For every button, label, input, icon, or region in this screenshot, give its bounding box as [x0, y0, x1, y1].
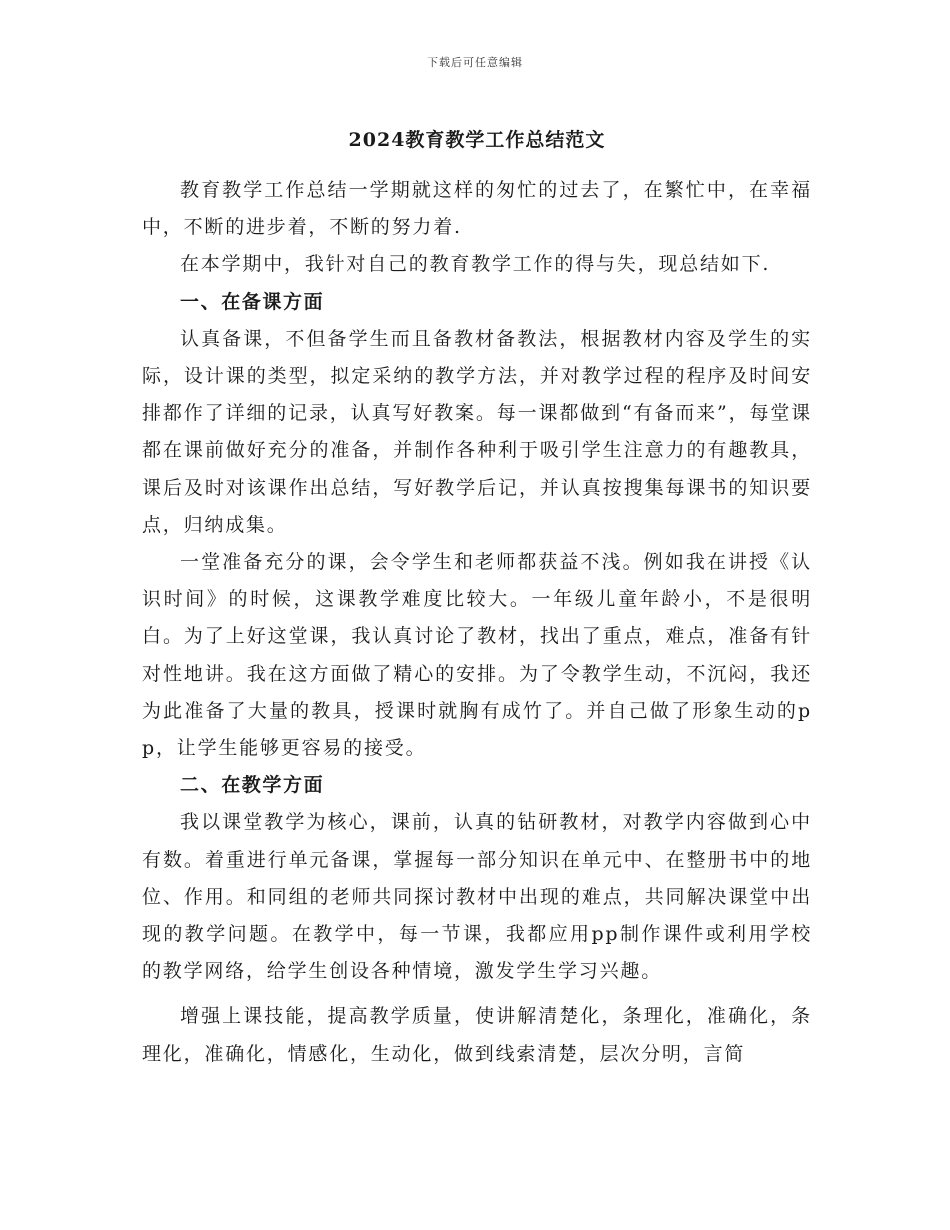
lesson-prep-paragraph-2: 一堂准备充分的课，会令学生和老师都获益不浅。例如我在讲授《认识时间》的时候，这课教学难度比较大。一年级儿童年龄小，不是很明白。为了上好这堂课，我认真讨论了教材，找出了重点，难点，准备有针对性地讲。我在这方面做了精心的安排。为了令教学生动，不沉闷，我还为此准备了大量的教具，授课时就胸有成竹了。并自己做了形象生动的pp，让学生能够更容易的接受。	[142, 551, 812, 760]
intro-paragraph-2: 在本学期中，我针对自己的教育教学工作的得与失，现总结如下.	[180, 253, 771, 276]
document-body	[142, 122, 812, 1073]
running-header: 下载后可任意编辑	[427, 56, 523, 69]
section-heading-lesson-prep: 一、在备课方面	[180, 290, 325, 313]
document-title: 2024教育教学工作总结范文	[348, 129, 606, 151]
intro-paragraph-1: 教育教学工作总结一学期就这样的匆忙的过去了，在繁忙中，在幸福中，不断的进步着，不断的努力着.	[142, 179, 812, 239]
section-heading-teaching: 二、在教学方面	[180, 774, 325, 797]
teaching-paragraph-1: 我以课堂教学为核心，课前，认真的钻研教材，对教学内容做到心中有数。着重进行单元备课，掌握每一部分知识在单元中、在整册书中的地位、作用。和同组的老师共同探讨教材中出现的难点，共同解决课堂中出现的教学问题。在教学中，每一节课，我都应用pp制作课件或利用学校的教学网络，给学生创设各种情境，激发学生学习兴趣。	[142, 811, 812, 983]
teaching-paragraph-2: 增强上课技能，提高教学质量，使讲解清楚化，条理化，准确化，条理化，准确化，情感化，生动化，做到线索清楚，层次分明，言简	[142, 1005, 812, 1065]
lesson-prep-paragraph-1: 认真备课，不但备学生而且备教材备教法，根据教材内容及学生的实际，设计课的类型，拟定采纳的教学方法，并对教学过程的程序及时间安排都作了详细的记录，认真写好教案。每一课都做到“有备而来”，每堂课都在课前做好充分的准备，并制作各种利于吸引学生注意力的有趣教具，课后及时对该课作出总结，写好教学后记，并认真按搜集每课书的知识要点，归纳成集。	[142, 327, 812, 536]
